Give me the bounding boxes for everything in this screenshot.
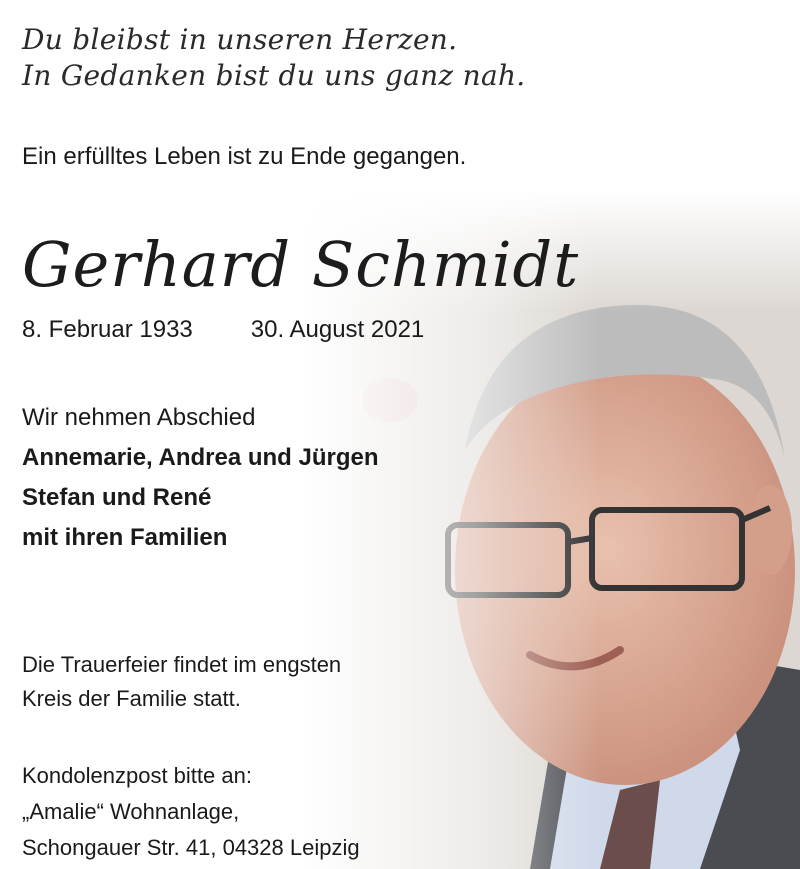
- mourner-names: mit ihren Familien: [22, 524, 228, 551]
- farewell-intro: Wir nehmen Abschied: [22, 404, 256, 431]
- condolence-line: Kondolenzpost bitte an:: [22, 763, 252, 788]
- condolence-line: „Amalie“ Wohnanlage,: [22, 799, 240, 824]
- motto: [22, 22, 526, 94]
- condolence-address: [22, 758, 360, 866]
- condolence-line: Schongauer Str. 41, 04328 Leipzig: [22, 835, 360, 860]
- deceased-name: Gerhard Schmidt: [22, 228, 580, 301]
- motto-line: Du bleibst in unseren Herzen.: [22, 23, 458, 56]
- death-date: 30. August 2021: [250, 316, 425, 343]
- mourner-names: Annemarie, Andrea und Jürgen: [22, 444, 379, 471]
- motto-line: In Gedanken bist du uns ganz nah.: [22, 59, 526, 92]
- intro-text: Ein erfülltes Leben ist zu Ende gegangen.: [22, 143, 467, 170]
- ceremony-line: Die Trauerfeier findet im engsten: [22, 652, 342, 677]
- birth-date: 8. Februar 1933: [22, 316, 193, 343]
- mourner-names: Stefan und René: [22, 484, 212, 511]
- life-dates: [22, 316, 424, 344]
- ceremony-line: Kreis der Familie statt.: [22, 686, 241, 711]
- mourners-block: [22, 398, 379, 558]
- ceremony-note: [22, 648, 341, 716]
